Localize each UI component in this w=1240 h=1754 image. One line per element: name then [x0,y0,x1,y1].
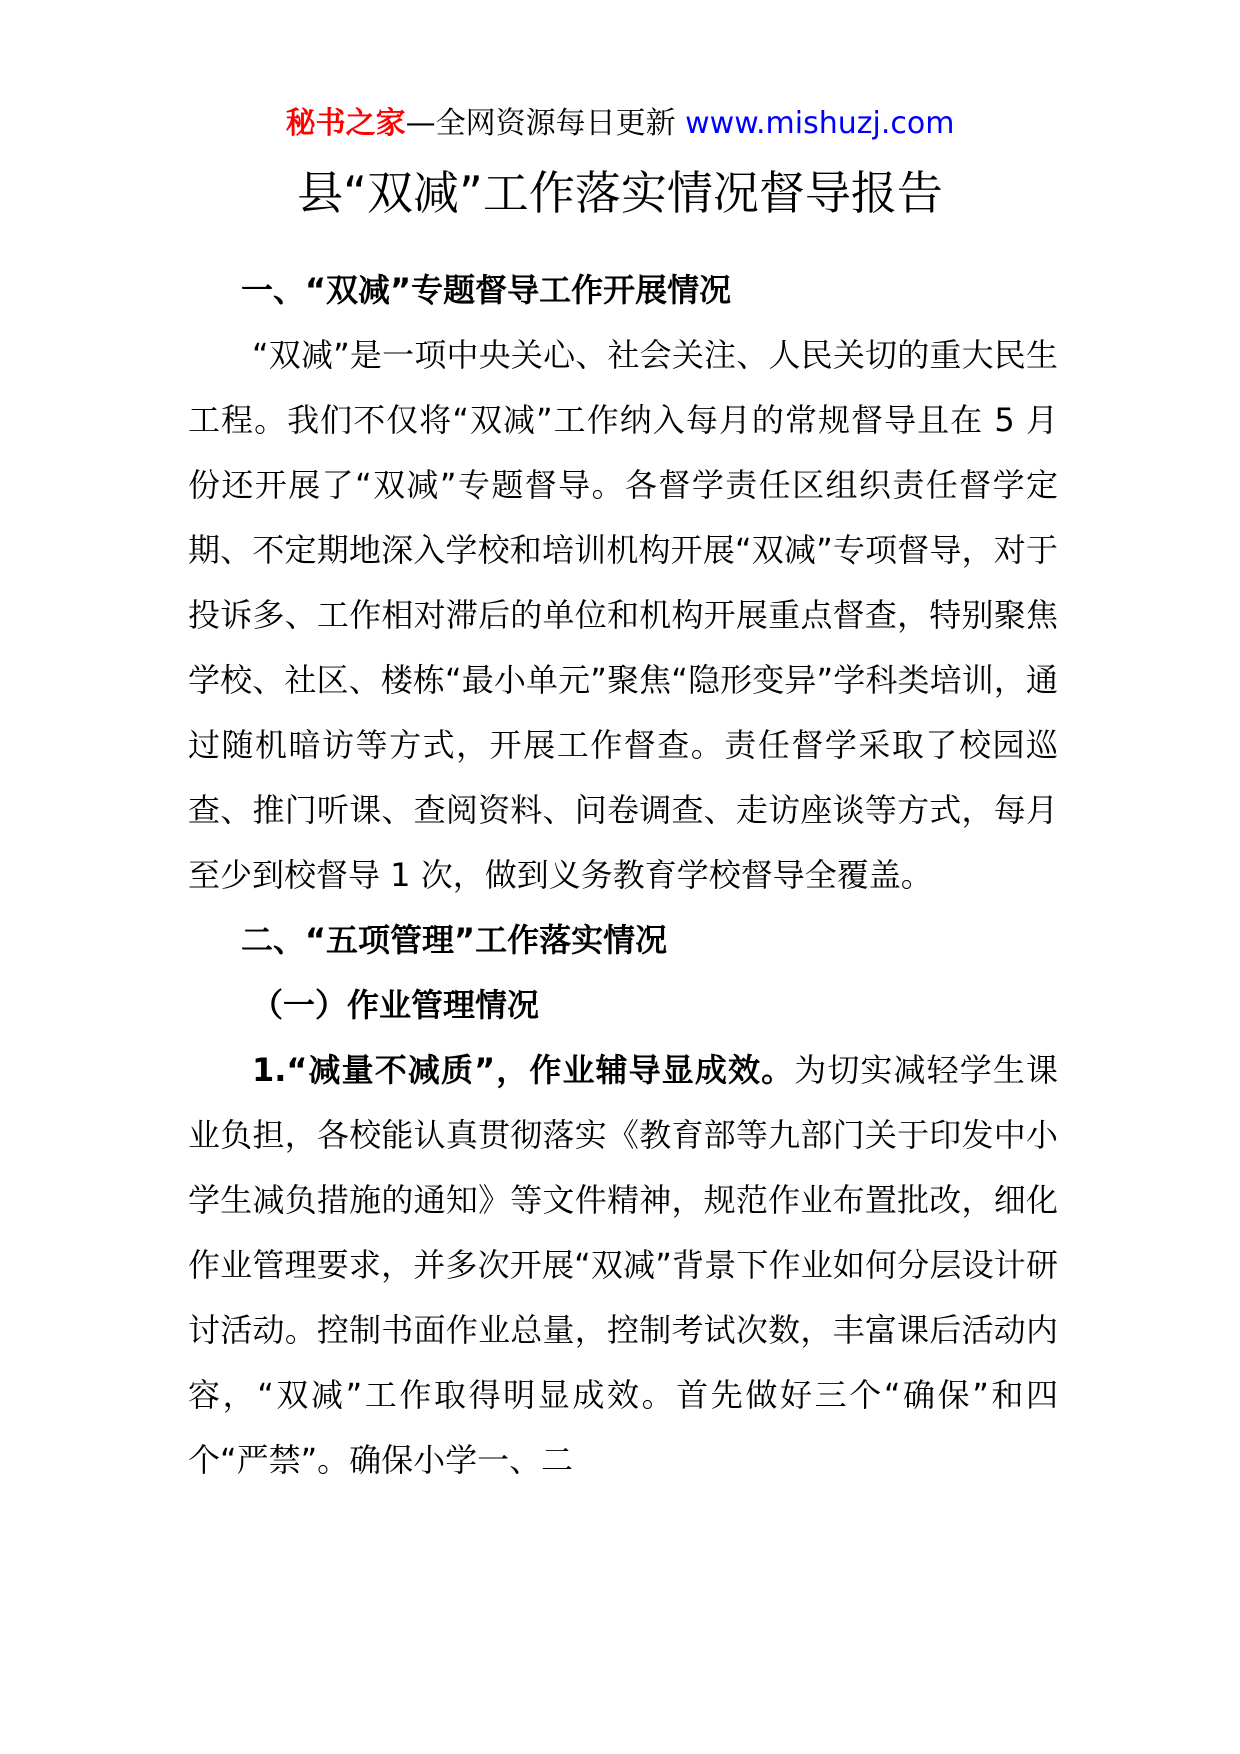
site-header [0,102,1240,146]
section-heading-1: 一、“双减”专题督导工作开展情况 [241,271,732,309]
subsection-heading-1: （一）作业管理情况 [251,986,540,1024]
section-1-paragraph: “双减”是一项中央关心、社会关注、人民关切的重大民生工程。我们不仅将“双减”工作纳入每月的常规督导且在 5 月份还开展了“双减”专题督导。各督学责任区组织责任督学定期、不定期地深入学校和培训机构开展“双减”专项督导，对于投诉多、工作相对滞后的单位和机构开展重点督查，特别聚焦学校、社区、楼栋“最小单元”聚焦“隐形变异”学科类培训，通过随机暗访等方式，开展工作督查。责任督学采取了校园巡查、推门听课、查阅资料、问卷调查、走访座谈等方式，每月至少到校督导 1 次，做到义务教育学校督导全覆盖。 [188,336,1058,894]
site-url[interactable]: www.mishuzj.com [685,106,955,141]
document-body [188,258,1058,1493]
item-1-lead: 1.“减量不减质”，作业辅导显成效。 [252,1051,795,1089]
document-title: 县“双减”工作落实情况督导报告 [297,166,943,220]
site-tagline: —全网资源每日更新 [405,106,686,141]
item-1-paragraph [188,1038,1058,1493]
section-heading-2: 二、“五项管理”工作落实情况 [241,921,668,959]
site-brand: 秘书之家 [285,106,406,141]
item-1-text: 为切实减轻学生课业负担，各校能认真贯彻落实《教育部等九部门关于印发中小学生减负措施的通知》等文件精神，规范作业布置批改，细化作业管理要求，并多次开展“双减”背景下作业如何分层设计研讨活动。控制书面作业总量，控制考试次数，丰富课后活动内容，“双减”工作取得明显成效。首先做好三个“确保”和四个“严禁”。确保小学一、二 [188,1051,1058,1479]
